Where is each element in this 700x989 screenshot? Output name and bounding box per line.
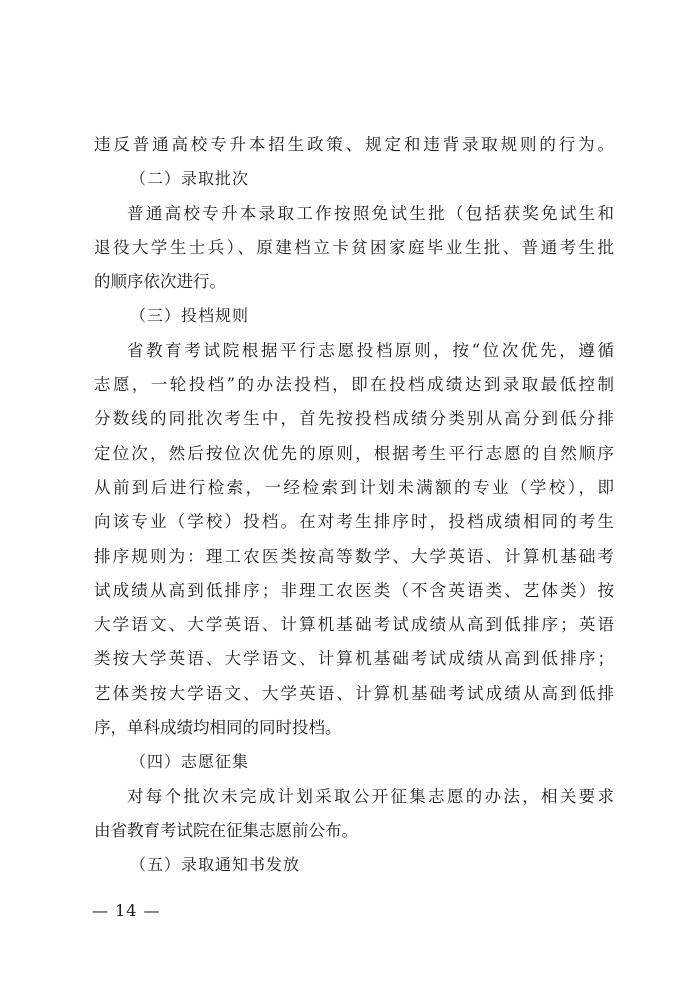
paragraph-line: 由省教育考试院在征集志愿前公布。 bbox=[94, 820, 358, 840]
paragraph-line: 定位次，然后按位次优先的原则，根据考生平行志愿的自然顺序 bbox=[94, 443, 614, 463]
paragraph-line: 志愿，一轮投档”的办法投档，即在投档成绩达到录取最低控制 bbox=[94, 375, 614, 395]
paragraph-line: 从前到后进行检索，一经检索到计划未满额的专业（学校），即 bbox=[94, 477, 614, 497]
paragraph-line: 对每个批次未完成计划采取公开征集志愿的办法，相关要求 bbox=[127, 786, 614, 806]
paragraph-line: 违反普通高校专升本招生政策、规定和违背录取规则的行为。 bbox=[94, 135, 614, 154]
section-heading-filing-rules: （三）投档规则 bbox=[130, 306, 250, 326]
paragraph-line: 大学语文、大学英语、计算机基础考试成绩从高到低排序；英语 bbox=[94, 615, 614, 635]
section-heading-admission-batches: （二）录取批次 bbox=[130, 169, 250, 189]
paragraph-line: 分数线的同批次考生中，首先按投档成绩分类别从高分到低分排 bbox=[94, 409, 614, 429]
section-heading-volunteer-solicitation: （四）志愿征集 bbox=[130, 752, 250, 772]
paragraph-line: 试成绩从高到低排序；非理工农医类（不含英语类、艺体类）按 bbox=[94, 580, 614, 600]
section-heading-admission-notice: （五）录取通知书发放 bbox=[130, 855, 301, 875]
paragraph-line: 省教育考试院根据平行志愿投档原则，按“位次优先，遵循 bbox=[127, 340, 614, 360]
paragraph-line: 的顺序依次进行。 bbox=[94, 272, 226, 292]
paragraph-line: 排序规则为：理工农医类按高等数学、大学英语、计算机基础考 bbox=[94, 546, 614, 566]
paragraph-line: 退役大学生士兵）、原建档立卡贫困家庭毕业生批、普通考生批 bbox=[94, 237, 614, 257]
paragraph-line: 普通高校专升本录取工作按照免试生批（包括获奖免试生和 bbox=[127, 203, 614, 223]
paragraph-line: 向该专业（学校）投档。在对考生排序时，投档成绩相同的考生 bbox=[94, 512, 614, 532]
paragraph-line: 艺体类按大学语文、大学英语、计算机基础考试成绩从高到低排 bbox=[94, 683, 614, 703]
body-text bbox=[94, 128, 614, 883]
page-number: — 14 — bbox=[92, 901, 161, 920]
paragraph-line: 类按大学英语、大学语文、计算机基础考试成绩从高到低排序； bbox=[94, 649, 614, 669]
paragraph-line: 序，单科成绩均相同的同时投档。 bbox=[94, 718, 342, 738]
